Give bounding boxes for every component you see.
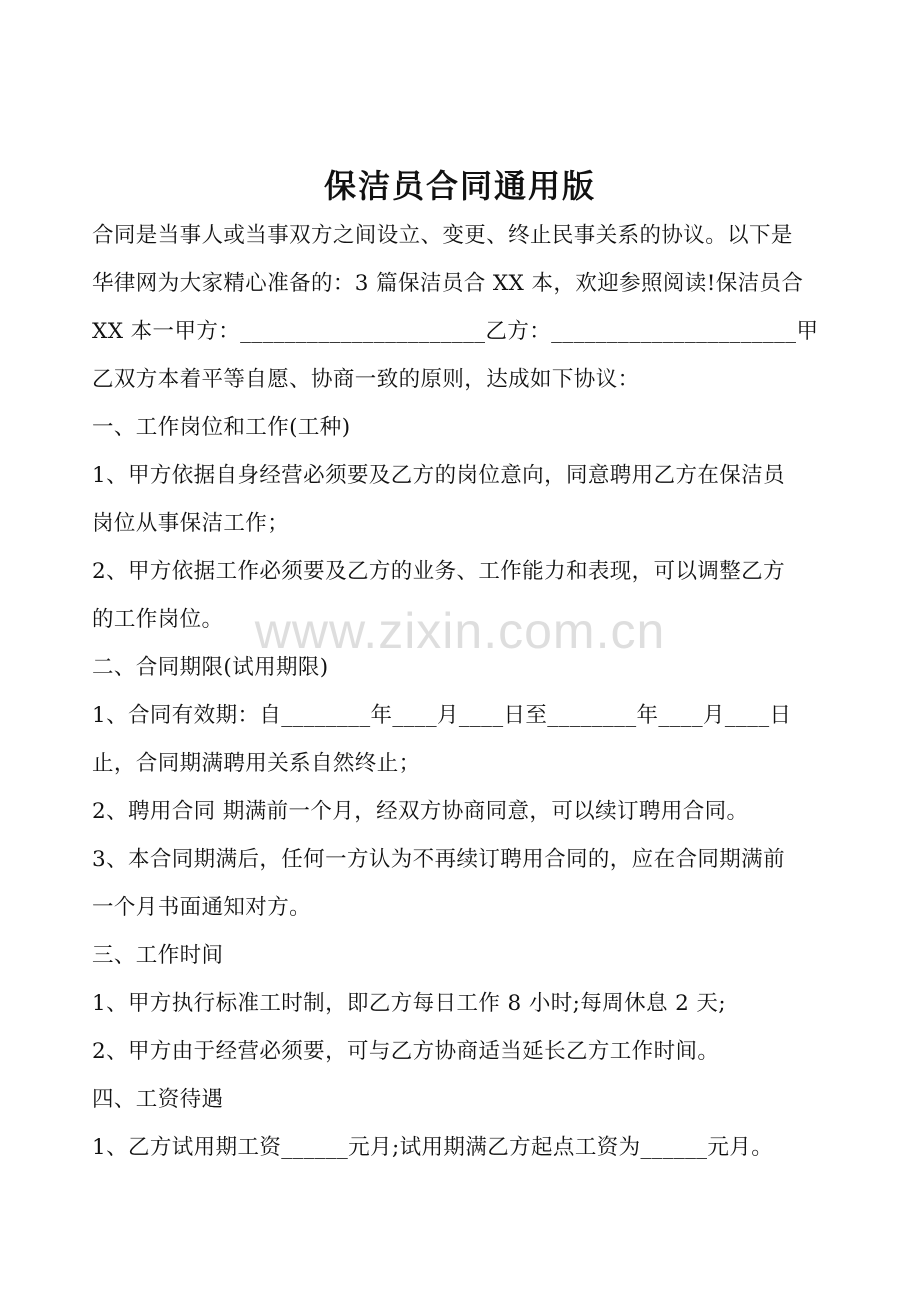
section-heading: 一、工作岗位和工作(工种) bbox=[92, 415, 351, 440]
body-line: 一个月书面通知对方。 bbox=[92, 895, 312, 920]
body-line: 1、甲方依据自身经营必须要及乙方的岗位意向，同意聘用乙方在保洁员 bbox=[92, 463, 785, 488]
section-heading: 三、工作时间 bbox=[92, 943, 224, 968]
section-heading: 四、工资待遇 bbox=[92, 1087, 224, 1112]
body-line: 1、乙方试用期工资______元月;试用期满乙方起点工资为______元月。 bbox=[92, 1135, 774, 1160]
body-line: XX 本一甲方：______________________乙方：______________________甲 bbox=[92, 319, 819, 344]
body-line: 1、甲方执行标准工时制，即乙方每日工作 8 小时;每周休息 2 天; bbox=[92, 991, 726, 1016]
document-body bbox=[92, 212, 832, 1172]
body-line: 华律网为大家精心准备的：3 篇保洁员合 XX 本，欢迎参照阅读!保洁员合 bbox=[92, 271, 804, 296]
body-line: 止，合同期满聘用关系自然终止； bbox=[92, 751, 421, 776]
body-line: 2、甲方依据工作必须要及乙方的业务、工作能力和表现，可以调整乙方 bbox=[92, 559, 785, 584]
body-line: 岗位从事保洁工作； bbox=[92, 511, 290, 536]
body-line: 1、合同有效期：自________年____月____日至________年____月____日 bbox=[92, 703, 792, 728]
body-line: 2、聘用合同 期满前一个月，经双方协商同意，可以续订聘用合同。 bbox=[92, 799, 749, 824]
watermark: www.zixin.com.cn bbox=[254, 603, 666, 659]
document-title: 保洁员合同通用版 bbox=[323, 167, 596, 205]
body-line: 乙双方本着平等自愿、协商一致的原则，达成如下协议： bbox=[92, 367, 640, 392]
body-line: 合同是当事人或当事双方之间设立、变更、终止民事关系的协议。以下是 bbox=[92, 223, 793, 248]
section-heading: 二、合同期限(试用期限) bbox=[92, 655, 329, 680]
body-line: 3、本合同期满后，任何一方认为不再续订聘用合同的，应在合同期满前 bbox=[92, 847, 785, 872]
body-line: 2、甲方由于经营必须要，可与乙方协商适当延长乙方工作时间。 bbox=[92, 1039, 720, 1064]
body-line: 的工作岗位。 bbox=[92, 607, 224, 632]
